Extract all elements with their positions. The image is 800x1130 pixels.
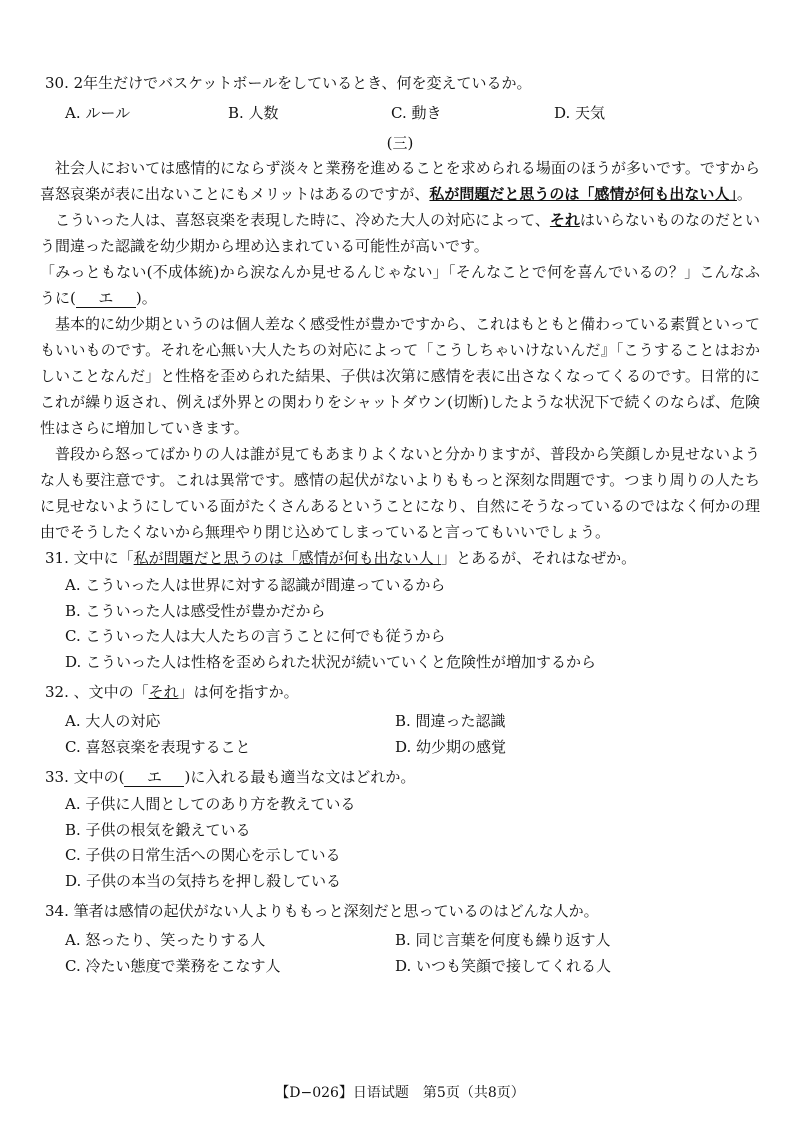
passage-emphasis-1: 私が問題だと思うのは「感情が何も出ない人」	[429, 185, 737, 203]
q33-option-b: B. 子供の根気を鍛えている	[65, 820, 251, 839]
passage-paragraph-4: 基本的に幼少期というのは個人差なく感受性が豊かですから、これはもともと備わっている素質といってもいいものです。それを心無い大人たちの対応によって「こうしちゃいけないんだ』「こうすることはおかしいことなんだ」と性格を歪められた結果、子供は次第に感情を表に出さなくなってくるのです。日常的にこれが繰り返され、例えば外界との関わりをシャットダウン(切断)したような状況下で続くのならば、危険性はさらに増加していきます。	[40, 315, 760, 437]
question-31-options	[65, 573, 760, 675]
question-32-stem: 32. 、文中の「それ」は何を指すか。	[45, 683, 299, 701]
passage-paragraph-1: 社会人においては感情的にならず淡々と業務を進めることを求められる場面のほうが多いです。ですから喜怒哀楽が表に出ないことにもメリットはあるのですが、私が問題だと思うのは「感情が何も出ない人」。	[40, 159, 760, 203]
q33-blank-e: エ	[124, 768, 184, 787]
question-30-options	[65, 100, 760, 126]
q34-option-b: B. 同じ言葉を何度も繰り返す人	[395, 931, 611, 949]
q32-option-a: A. 大人の対応	[65, 712, 161, 730]
question-34-options	[65, 928, 760, 979]
question-32-options	[65, 709, 760, 760]
question-33-options	[65, 792, 760, 894]
q34-option-d: D. いつも笑顔で接してくれる人	[395, 956, 612, 975]
q34-option-c: C. 冷たい態度で業務をこなす人	[65, 956, 281, 975]
q33-option-d: D. 子供の本当の気持ちを押し殺している	[65, 871, 342, 890]
page-footer: 【D−026】日语试题 第5页（共8页）	[275, 1085, 525, 1101]
q31-option-b: B. こういった人は感受性が豊かだから	[65, 601, 326, 620]
question-34-stem: 34. 筆者は感情の起伏がない人よりももっと深刻だと思っているのはどんな人か。	[45, 902, 599, 920]
q33-option-a: A. 子供に人間としてのあり方を教えている	[65, 795, 356, 813]
reading-passage	[40, 155, 760, 545]
q31-option-d: D. こういった人は性格を歪められた状況が続いていくと危険性が増加するから	[65, 652, 597, 671]
passage-emphasis-sore: それ	[549, 211, 580, 229]
section-title: (三)	[386, 134, 414, 152]
q30-option-d: D. 天気	[554, 104, 606, 122]
question-33-stem: 33. 文中の( エ )に入れる最も適当な文はどれか。	[45, 768, 416, 786]
passage-paragraph-5: 普段から怒ってばかりの人は誰が見てもあまりよくないと分かりますが、普段から笑顔しか見せないような人も要注意です。これは異常です。感情の起伏がないよりももっと深刻な問題です。つまり周りの人たちに見せないようにしている面がたくさんあるということになり、自然にそうなっているのではなく何かの理由でそうしたくないから無理やり閉じ込めてしまっていると言ってもいいでしょう。	[40, 445, 761, 541]
passage-paragraph-2: こういった人は、喜怒哀楽を表現した時に、冷めた大人の対応によって、それはいらないものなのだという間違った認識を幼少期から埋め込まれている可能性が高いです。	[40, 211, 760, 255]
q31-option-c: C. こういった人は大人たちの言うことに何でも従うから	[65, 627, 446, 645]
q32-quote: それ	[148, 683, 179, 701]
q34-option-a: A. 怒ったり、笑ったりする人	[65, 931, 266, 949]
q31-quote: 私が問題だと思うのは「感情が何も出ない人」	[133, 549, 442, 567]
exam-page	[40, 70, 760, 983]
q30-option-a: A. ルール	[65, 104, 131, 122]
q32-option-c: C. 喜怒哀楽を表現すること	[65, 737, 251, 756]
blank-e: エ	[76, 289, 136, 308]
q33-option-c: C. 子供の日常生活への関心を示している	[65, 846, 341, 864]
q32-option-d: D. 幼少期の感覚	[395, 737, 507, 756]
q31-option-a: A. こういった人は世界に対する認識が間違っているから	[65, 576, 446, 594]
question-30-stem: 30. 2年生だけでバスケットボールをしているとき、何を変えているか。	[45, 74, 532, 92]
question-31-stem: 31. 文中に「私が問題だと思うのは「感情が何も出ない人」」とあるが、それはなぜか。	[45, 549, 637, 567]
passage-paragraph-3: 「みっともない(不成体統)から涙なんか見せるんじゃない」「そんなことで何を喜んでいるの？」こんなふうに( エ )。	[40, 263, 760, 307]
q32-option-b: B. 間違った認識	[395, 712, 506, 730]
q30-option-c: C. 動き	[391, 104, 442, 122]
q30-option-b: B. 人数	[228, 104, 279, 122]
